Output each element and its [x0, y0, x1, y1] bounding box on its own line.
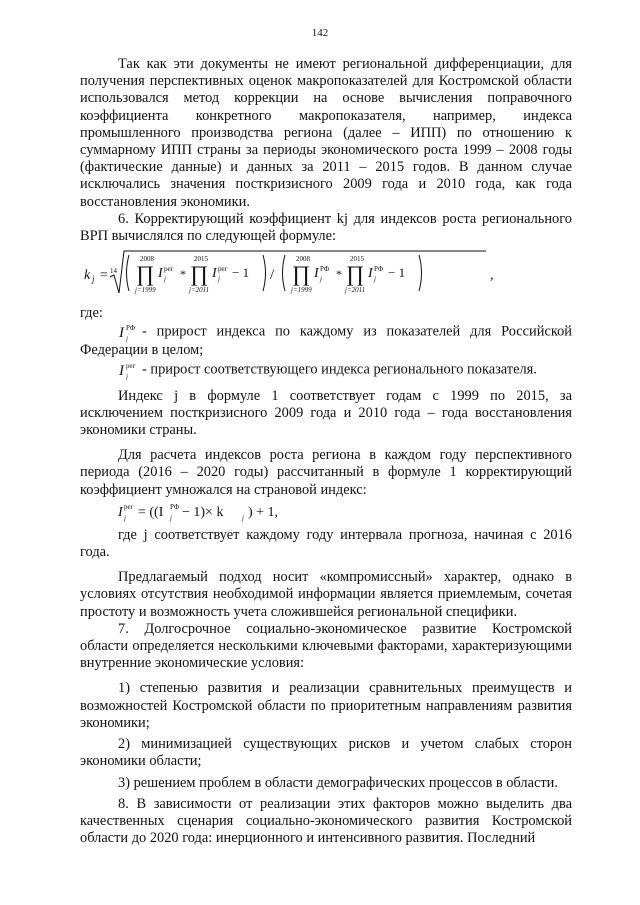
list-item-3: 3) решением проблем в области демографических процессов в области.: [118, 774, 558, 791]
svg-text:j: j: [218, 275, 220, 284]
svg-text:,: ,: [490, 268, 494, 284]
svg-text:рег: рег: [164, 265, 174, 274]
svg-text:РФ: РФ: [126, 324, 136, 333]
svg-text:j: j: [320, 275, 322, 284]
svg-text:/: /: [270, 267, 275, 284]
svg-text:рег: рег: [218, 265, 228, 274]
svg-text:− 1: − 1: [232, 265, 250, 281]
svg-text:рег: рег: [124, 502, 134, 511]
root-index: 14: [110, 267, 117, 276]
svg-text:∏: ∏: [346, 261, 365, 287]
svg-text:− 1: − 1: [388, 265, 406, 281]
svg-text:∏: ∏: [136, 261, 155, 287]
definition-rf: [80, 322, 572, 359]
body-text: [80, 56, 572, 847]
svg-text:I: I: [119, 325, 124, 342]
svg-text:=: =: [100, 268, 108, 284]
svg-text:j: j: [124, 513, 126, 522]
svg-text:I: I: [368, 266, 373, 282]
formula-2-svg: [118, 501, 358, 523]
svg-text:j: j: [126, 372, 128, 380]
list-item-2: 2) минимизацией существующих рисков и учетом слабых сторон экономики области;: [80, 736, 572, 770]
paragraph-7: 7. Долгосрочное социально-экономическое развитие Костромской области определяется несколькими ключевыми факторами, характеризующими внутренние экономические условия:: [80, 620, 572, 672]
svg-text:2008: 2008: [296, 255, 310, 264]
formula-k-sub: j: [92, 274, 95, 285]
svg-text:− 1)× k: − 1)× k: [182, 504, 224, 520]
svg-text:j: j: [242, 513, 244, 522]
definition-rf-text: - прирост индекса по каждому из показателей для Российской Федерации в целом;: [80, 323, 572, 359]
paragraph-2: 6. Корректирующий коэффициент kj для индексов роста регионального ВРП вычислялся по следующей формуле:: [80, 210, 572, 245]
list-item-1: 1) степенью развития и реализации сравнительных преимуществ и возможностей Костромской области по приоритетным направлениям развития экономики;: [80, 680, 572, 731]
page-number: 142: [311, 27, 329, 39]
definition-reg: [80, 360, 572, 380]
symbol-I-rf: [118, 322, 140, 342]
svg-text:рег: рег: [126, 361, 136, 370]
paragraph-8: 8. В зависимости от реализации этих факторов можно выделить два качественных сценария социально-экономического развития Костромской области до 2020 года: инерционного и интенсивного развития. Последний: [80, 795, 572, 847]
svg-text:2015: 2015: [194, 255, 208, 264]
definition-reg-text: - прирост соответствующего индекса регионального показателя.: [142, 360, 537, 377]
svg-text:*: *: [180, 267, 186, 282]
svg-text:j: j: [126, 335, 128, 343]
prod1-from: j=1999: [135, 286, 156, 295]
svg-text:∏: ∏: [292, 261, 311, 287]
svg-text:∏: ∏: [190, 261, 209, 287]
svg-text:РФ: РФ: [374, 265, 384, 274]
where-label: где:: [80, 305, 103, 322]
paragraph-6: Предлагаемый подход носит «компромиссный» характер, однако в условиях отсутствия необходимой информации является приемлемым, сочетая простоту и возможность учета сложившейся региональной специфики.: [80, 569, 572, 620]
formula-1: [80, 247, 572, 299]
symbol-I-reg: [118, 360, 140, 380]
paragraph-3: Индекс j в формуле 1 соответствует годам с 1999 по 2015, за исключением посткризисного 2009 года и 2010 года – года восстановления экономики страны.: [80, 387, 572, 439]
svg-text:) + 1,: ) + 1,: [248, 504, 279, 520]
svg-text:j=1999: j=1999: [291, 286, 312, 295]
formula-1-svg: [80, 247, 572, 299]
svg-text:= ((I: = ((I: [138, 504, 164, 520]
svg-text:j: j: [164, 275, 166, 284]
svg-text:2015: 2015: [350, 255, 364, 264]
svg-text:j: j: [374, 275, 376, 284]
formula-k: k: [84, 268, 91, 284]
svg-text:j=2011: j=2011: [345, 286, 366, 295]
prod1-to: 2008: [140, 255, 154, 264]
paragraph-5: где j соответствует каждому году интервала прогноза, начиная с 2016 года.: [80, 526, 572, 561]
svg-text:I: I: [119, 362, 124, 379]
paragraph-4: Для расчета индексов роста региона в каждом году перспективного периода (2016 – 2020 годы) рассчитанный в формуле 1 корректирующий коэффициент умножался на страновой индекс:: [80, 447, 572, 498]
svg-text:j=2011: j=2011: [189, 286, 210, 295]
svg-text:*: *: [336, 267, 342, 282]
svg-text:I: I: [118, 504, 123, 520]
paragraph-1: Так как эти документы не имеют региональной дифференциации, для получения перспективных оценок макропоказателей для Костромской области использовался метод коррекции на основе вычисления поправочного коэффициента конкретного макропоказателя, например, индекса промышленного производства региона (далее – ИПП) по отношению к суммарному ИПП страны за периоды экономического роста 1999 – 2008 годы (фактические данные) и данных за 2011 – 2015 годов. В данном случае исключались значения посткризисного 2009 года и 2010 года, как года восстановления экономики.: [80, 56, 572, 210]
svg-text:I: I: [314, 266, 319, 282]
svg-text:j: j: [170, 513, 172, 522]
svg-text:РФ: РФ: [170, 502, 180, 511]
formula-2: [80, 501, 572, 523]
svg-text:РФ: РФ: [320, 265, 330, 274]
svg-text:I: I: [158, 266, 163, 282]
svg-text:I: I: [212, 266, 217, 282]
